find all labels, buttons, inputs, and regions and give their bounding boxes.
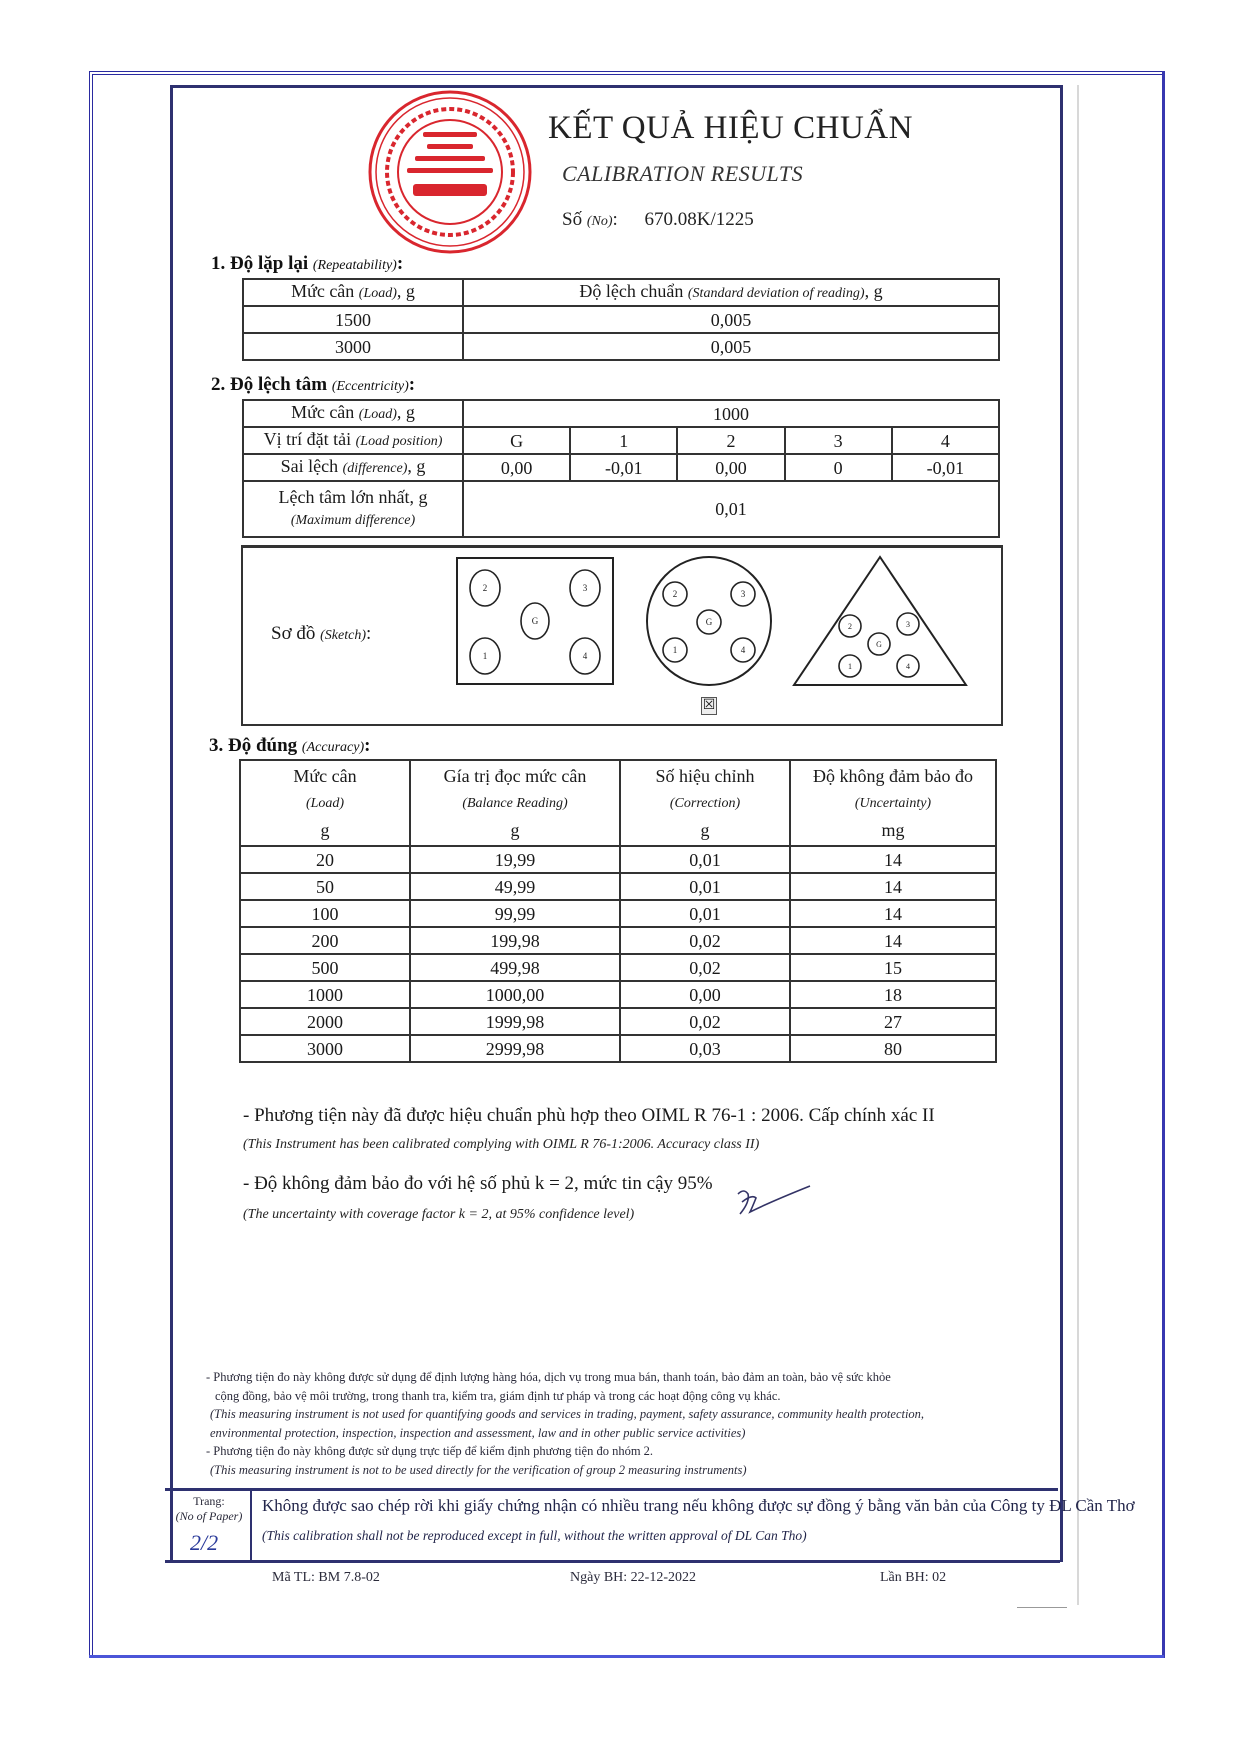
- outer-frame-bottom-edge: [89, 1655, 1164, 1658]
- label-unit: , g: [407, 456, 426, 476]
- header-unit: g: [320, 819, 330, 840]
- difference-cell: 0,00: [677, 454, 784, 481]
- disclaimer-line: cộng đồng, bảo vệ môi trường, trong thanh tra, kiểm tra, giám định tư pháp và trong các hoạt động công vụ khác.: [215, 1388, 781, 1403]
- cell-load: 50: [240, 873, 410, 900]
- label-text: Lệch tâm lớn nhất, g: [278, 487, 428, 507]
- table-header-row: [243, 279, 999, 306]
- cell-reading: 19,99: [410, 846, 620, 873]
- sketch-label-3: 3: [906, 620, 910, 629]
- cell-correction: 0,02: [620, 954, 790, 981]
- sketch-colon: :: [365, 623, 372, 644]
- header-text: Độ lệch chuẩn: [579, 281, 684, 301]
- label-unit: , g: [396, 402, 415, 422]
- table-row: [243, 306, 999, 333]
- header-unit: , g: [396, 281, 415, 301]
- copy-notice-en: (This calibration shall not be reproduced except in full, without the written approval of DL Can Tho): [262, 1528, 807, 1543]
- label-text: Mức cân: [291, 402, 355, 422]
- cell-reading: 99,99: [410, 900, 620, 927]
- document-title: KẾT QUẢ HIỆU CHUẨN: [548, 110, 913, 146]
- sketch-label-1: 1: [848, 662, 852, 671]
- table-row: [240, 846, 996, 873]
- copy-notice: Không được sao chép rời khi giấy chứng nhận có nhiều trang nếu không được sự đồng ý bằng văn bản của Công ty ĐL Cần Thơ: [262, 1496, 1135, 1515]
- cell-reading: 1999,98: [410, 1008, 620, 1035]
- cell-reading: 199,98: [410, 927, 620, 954]
- sketch-label-vi: Sơ đồ: [271, 623, 316, 644]
- position-cell: 4: [892, 427, 999, 454]
- cell-reading: 1000,00: [410, 981, 620, 1008]
- label-text-en: (difference): [342, 461, 408, 476]
- label-text-en: (Load): [358, 407, 397, 422]
- cert-no-colon: :: [612, 209, 618, 230]
- cell-correction: 0,02: [620, 1008, 790, 1035]
- position-cell: 2: [677, 427, 784, 454]
- difference-cell: 0: [785, 454, 892, 481]
- table-row: [240, 981, 996, 1008]
- sketch-label-4: 4: [582, 651, 588, 661]
- load-value: 1000: [463, 400, 999, 427]
- cell-load: 3000: [243, 333, 463, 360]
- cell-uncertainty: 15: [790, 954, 996, 981]
- table-row: [240, 873, 996, 900]
- disclaimer-line-en: environmental protection, inspection, inspection and assessment, law and in other public service activities): [210, 1425, 746, 1440]
- cell-load: 1000: [240, 981, 410, 1008]
- handwritten-initials: [730, 1180, 815, 1225]
- eccentricity-table: [242, 399, 1000, 538]
- cell-load: 200: [240, 927, 410, 954]
- section-title-vi: 3. Độ đúng: [209, 735, 298, 756]
- difference-cell: -0,01: [892, 454, 999, 481]
- sketch-label-4: 4: [740, 645, 746, 655]
- sketch-label-2: 2: [672, 589, 678, 599]
- label-text: Sai lệch: [280, 456, 339, 476]
- document-title-en: CALIBRATION RESULTS: [562, 161, 804, 186]
- repeatability-table: [242, 278, 1000, 361]
- sketch-label-3: 3: [740, 589, 746, 599]
- sketch-label-3: 3: [582, 583, 588, 593]
- cell-reading: 2999,98: [410, 1035, 620, 1062]
- table-row: [240, 1008, 996, 1035]
- cell-load: 20: [240, 846, 410, 873]
- certificate-number: [562, 207, 754, 235]
- cell-reading: 49,99: [410, 873, 620, 900]
- max-difference-row: [243, 481, 999, 537]
- header-text-en: (Balance Reading): [462, 795, 568, 811]
- issue-number: Lần BH: 02: [880, 1570, 947, 1585]
- label-text-en: (Load position): [355, 434, 443, 449]
- page-number-label: [170, 1494, 248, 1524]
- cell-load: 500: [240, 954, 410, 981]
- disclaimer-line: - Phương tiện đo này không được sử dụng trực tiếp để kiểm định phương tiện đo nhóm 2.: [206, 1444, 654, 1458]
- section-repeatability-title: [211, 252, 403, 278]
- table-row: [243, 333, 999, 360]
- cell-uncertainty: 27: [790, 1008, 996, 1035]
- header-load: [243, 279, 463, 306]
- section-title-en: (Repeatability): [312, 258, 397, 273]
- cell-load: 100: [240, 900, 410, 927]
- section-title-en: (Eccentricity): [331, 379, 409, 394]
- position-cell: 3: [785, 427, 892, 454]
- cell-uncertainty: 14: [790, 927, 996, 954]
- header-text-en: (Standard deviation of reading): [687, 286, 865, 301]
- header-text-en: (Uncertainty): [854, 795, 932, 811]
- header-unit: mg: [881, 819, 905, 840]
- disclaimer-line: - Phương tiện đo này không được sử dụng để định lượng hàng hóa, dịch vụ trong mua bán, thanh toán, bảo đảm an toàn, bảo vệ sức khỏe: [206, 1370, 891, 1384]
- cert-no-label: Số: [562, 209, 583, 230]
- usage-disclaimer: [206, 1368, 1036, 1479]
- cell-uncertainty: 18: [790, 981, 996, 1008]
- scan-page-edge: [1077, 85, 1079, 1605]
- difference-cell: 0,00: [463, 454, 570, 481]
- section-accuracy-title: [209, 734, 370, 760]
- header-unit: , g: [864, 281, 883, 301]
- cell-reading: 499,98: [410, 954, 620, 981]
- cell-uncertainty: 14: [790, 900, 996, 927]
- position-cell: 1: [570, 427, 677, 454]
- header-text: Gía trị đọc mức cân: [443, 765, 587, 786]
- sketch-label-g: G: [705, 617, 713, 627]
- table-row: [240, 927, 996, 954]
- header-std-dev: [463, 279, 999, 306]
- section-colon: :: [396, 253, 404, 274]
- header-unit: g: [510, 819, 520, 840]
- disclaimer-line-en: (This measuring instrument is not to be used directly for the verification of group 2 measuring instruments): [210, 1462, 747, 1477]
- cell-load: 1500: [243, 306, 463, 333]
- header-text: Mức cân: [291, 281, 355, 301]
- header-text: Số hiệu chỉnh: [655, 765, 755, 786]
- selected-shape-checkbox: ☒: [702, 698, 716, 713]
- header-text: Độ không đảm bảo đo: [813, 765, 973, 786]
- table-row: [240, 954, 996, 981]
- cell-load: 3000: [240, 1035, 410, 1062]
- sketch-label-g: G: [876, 640, 882, 649]
- table-header-row: [240, 760, 996, 846]
- sketch-label-2: 2: [482, 583, 488, 593]
- cell-correction: 0,01: [620, 846, 790, 873]
- load-row: [243, 400, 999, 427]
- cell-std-dev: 0,005: [463, 333, 999, 360]
- cell-correction: 0,03: [620, 1035, 790, 1062]
- label-text: Vị trí đặt tải: [263, 429, 352, 449]
- sketch-label-4: 4: [906, 662, 910, 671]
- header-uncertainty: [790, 760, 996, 846]
- sketch-label-en: (Sketch): [320, 628, 366, 643]
- sketch-label-g: G: [531, 616, 539, 626]
- header-unit: g: [700, 819, 710, 840]
- footer-divider: [250, 1490, 252, 1560]
- cell-uncertainty: 80: [790, 1035, 996, 1062]
- compliance-note-en: (This Instrument has been calibrated complying with OIML R 76-1:2006. Accuracy class II): [243, 1137, 760, 1152]
- difference-cell: -0,01: [570, 454, 677, 481]
- header-text-en: (Correction): [669, 795, 741, 811]
- company-seal-stamp: [365, 88, 535, 256]
- sketch-label-1: 1: [482, 651, 488, 661]
- sketch-rectangle-platform: [455, 554, 615, 689]
- table-row: [240, 1035, 996, 1062]
- cell-correction: 0,01: [620, 873, 790, 900]
- header-load: [240, 760, 410, 846]
- scan-page-edge-line: [1017, 1607, 1067, 1608]
- difference-label: [243, 454, 463, 481]
- label-text-en: (Maximum difference): [290, 513, 416, 528]
- section-title-vi: 1. Độ lặp lại: [211, 253, 309, 274]
- compliance-note: - Phương tiện này đã được hiệu chuẩn phù hợp theo OIML R 76-1 : 2006. Cấp chính xác II: [243, 1105, 935, 1126]
- sketch-triangle-platform: [790, 554, 970, 689]
- sketch-circle-platform: [645, 554, 775, 689]
- cell-uncertainty: 14: [790, 846, 996, 873]
- page-label-en: (No of Paper): [175, 1509, 243, 1523]
- sketch-label-2: 2: [848, 622, 852, 631]
- issue-date: Ngày BH: 22-12-2022: [570, 1570, 696, 1585]
- position-row: [243, 427, 999, 454]
- section-title-vi: 2. Độ lệch tâm: [211, 374, 328, 395]
- disclaimer-line-en: (This measuring instrument is not used for quantifying goods and services in trading, payment, safety assurance, community health protection,: [210, 1407, 925, 1421]
- document-code: Mã TL: BM 7.8-02: [272, 1570, 380, 1585]
- position-label: [243, 427, 463, 454]
- section-colon: :: [364, 735, 371, 756]
- header-reading: [410, 760, 620, 846]
- load-label: [243, 400, 463, 427]
- section-colon: :: [408, 374, 416, 395]
- difference-row: [243, 454, 999, 481]
- cell-correction: 0,02: [620, 927, 790, 954]
- uncertainty-note: - Độ không đảm bảo đo với hệ số phủ k = 2, mức tin cậy 95%: [243, 1173, 713, 1194]
- outer-frame-right-edge: [1162, 71, 1165, 1658]
- cell-correction: 0,00: [620, 981, 790, 1008]
- header-correction: [620, 760, 790, 846]
- cell-uncertainty: 14: [790, 873, 996, 900]
- sketch-label: [271, 622, 371, 648]
- page-label-vi: Trang:: [193, 1494, 225, 1508]
- header-text: Mức cân: [293, 765, 357, 786]
- sketch-label-1: 1: [672, 645, 678, 655]
- cell-load: 2000: [240, 1008, 410, 1035]
- cell-correction: 0,01: [620, 900, 790, 927]
- table-row: [240, 900, 996, 927]
- cert-no-value: 670.08K/1225: [644, 209, 754, 230]
- cell-std-dev: 0,005: [463, 306, 999, 333]
- position-cell: G: [463, 427, 570, 454]
- header-text-en: (Load): [305, 795, 345, 811]
- header-text-en: (Load): [358, 286, 397, 301]
- cert-no-label-en: (No): [586, 214, 613, 229]
- section-title-en: (Accuracy): [301, 740, 365, 755]
- max-difference-value: 0,01: [463, 481, 999, 537]
- page-number-handwritten: 2/2: [190, 1530, 219, 1555]
- max-difference-label: [243, 481, 463, 537]
- accuracy-table: [239, 759, 997, 1063]
- section-eccentricity-title: [211, 373, 415, 399]
- uncertainty-note-en: (The uncertainty with coverage factor k = 2, at 95% confidence level): [243, 1207, 635, 1222]
